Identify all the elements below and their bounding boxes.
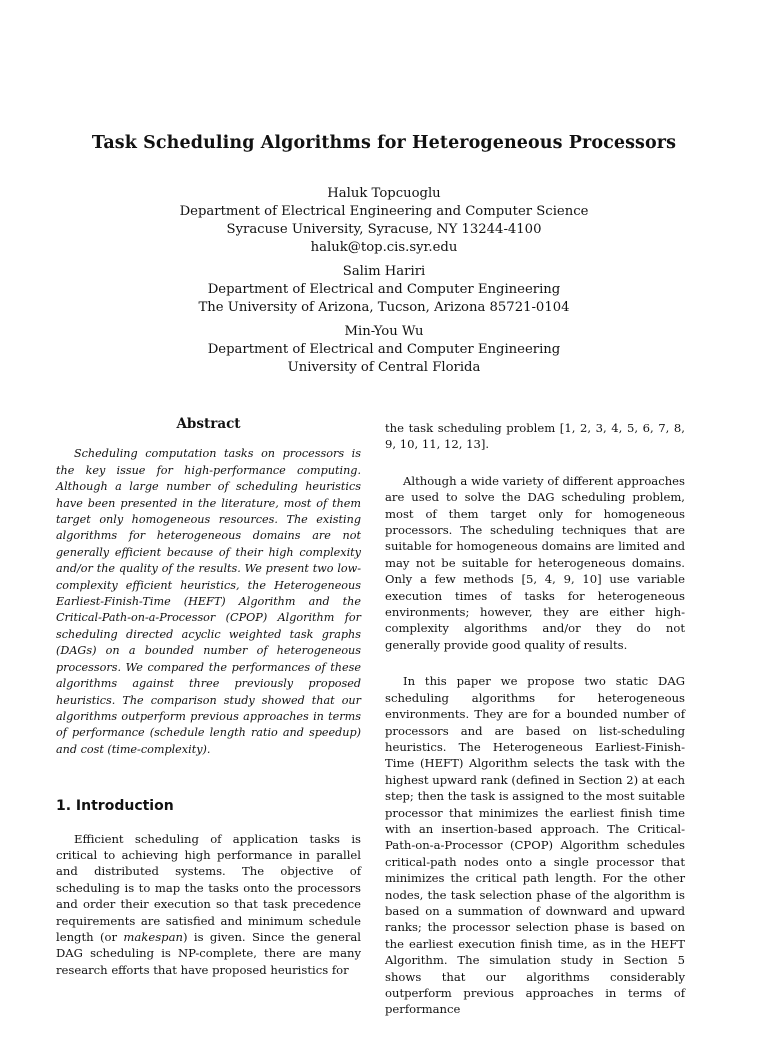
author-affiliation: Department of Electrical Engineering and Computer Science <box>179 204 589 219</box>
author-affiliation: Department of Electrical and Computer Engineering <box>207 342 561 357</box>
author-name: Haluk Topcuoglu <box>327 186 441 201</box>
introduction-heading: 1. Introduction <box>56 798 174 815</box>
author-address: Syracuse University, Syracuse, NY 13244-4100 <box>226 222 542 237</box>
makespan-term: makespan <box>123 929 183 944</box>
author-name: Salim Hariri <box>342 264 426 279</box>
abstract-body: Scheduling computation tasks on processors is the key issue for high-performance computing. Although a large number of scheduling heuristics have been presented in the literature, most of them target only homogeneous resources. The existing algorithms for heterogeneous domains are not generally efficient because of their high complexity and/or the quality of the results. We present two low-complexity efficient heuristics, the Heterogeneous Earliest-Finish-Time (HEFT) Algorithm and the Critical-Path-on-a-Processor (CPOP) Algorithm for scheduling directed acyclic weighted task graphs (DAGs) on a bounded number of heterogeneous processors. We compared the performances of these algorithms against three previously proposed heuristics. The comparison study showed that our algorithms outperform previous approaches in terms of performance (schedule length ratio and speedup) and cost (time-complexity). <box>56 447 361 756</box>
author-block-wu <box>0 323 768 377</box>
author-affiliation: Department of Electrical and Computer Engineering <box>207 282 561 297</box>
author-block-hariri <box>0 263 768 317</box>
author-address: University of Central Florida <box>287 360 481 375</box>
author-email: haluk@top.cis.syr.edu <box>310 240 458 255</box>
approaches-paragraph: Although a wide variety of different approaches are used to solve the DAG scheduling problem, most of them target only for homogeneous processors. The scheduling techniques that are suitable for homogeneous domains are limited and may not be suitable for heterogeneous domains. Only a few methods [5, 4, 9, 10] use variable execution times of tasks for heterogeneous environments; however, they are either high-complexity algorithms and/or they do not generally provide good quality of results. <box>385 473 685 652</box>
author-address: The University of Arizona, Tucson, Arizona 85721-0104 <box>198 300 570 315</box>
left-column <box>56 416 361 978</box>
introduction-paragraph: Efficient scheduling of application tasks is critical to achieving high performance in parallel and distributed systems. The objective of scheduling is to map the tasks onto the processors and order their execution so that task precedence requirements are satisfied and minimum schedule length (or makespan) is given. Since the general DAG scheduling is NP-complete, there are many research efforts that have proposed heuristics for <box>56 831 361 977</box>
paper-title: Task Scheduling Algorithms for Heterogeneous Processors <box>91 133 677 153</box>
author-block-topcuoglu <box>0 185 768 257</box>
right-column <box>385 420 685 1038</box>
author-name: Min-You Wu <box>344 324 424 339</box>
proposal-paragraph: In this paper we propose two static DAG scheduling algorithms for heterogeneous environments. They are for a bounded number of processors and are based on list-scheduling heuristics. The Heterogeneous Earliest-Finish-Time (HEFT) Algorithm selects the task with the highest upward rank (defined in Section 2) at each step; then the task is assigned to the most suitable processor that minimizes the earliest finish time with an insertion-based approach. The Critical-Path-on-a-Processor (CPOP) Algorithm schedules critical-path nodes onto a single processor that minimizes the critical path length. For the other nodes, the task selection phase of the algorithm is based on a summation of downward and upward ranks; the processor selection phase is based on the earliest execution finish time, as in the HEFT Algorithm. The simulation study in Section 5 shows that our algorithms considerably outperform previous approaches in terms of performance <box>385 674 685 1017</box>
continued-paragraph: the task scheduling problem [1, 2, 3, 4, 5, 6, 7, 8, 9, 10, 11, 12, 13]. <box>385 421 685 452</box>
author-list <box>0 185 768 383</box>
abstract-heading: Abstract <box>176 416 241 432</box>
